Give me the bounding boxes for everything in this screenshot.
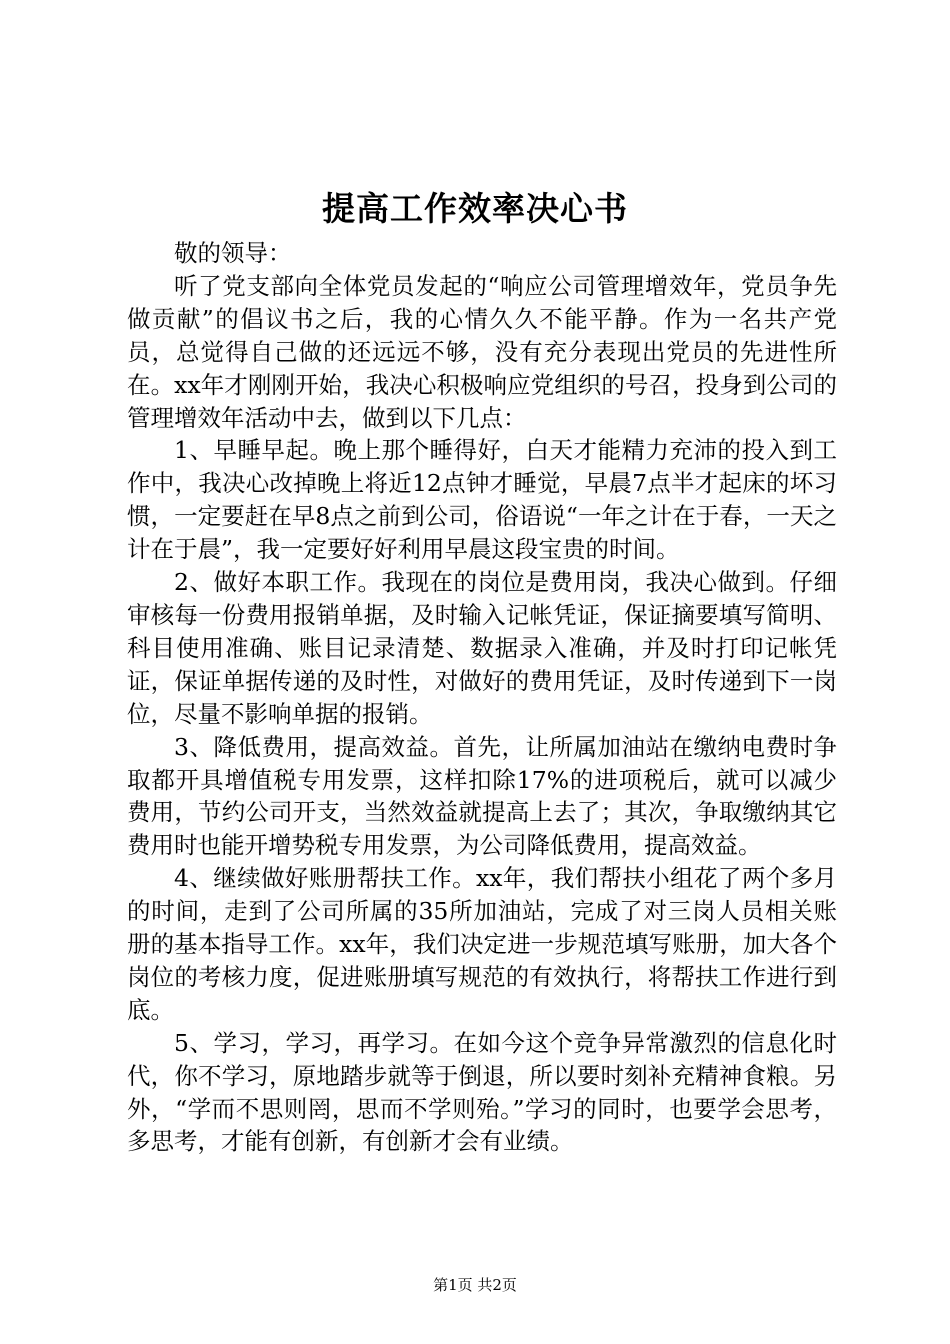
paragraph-item-2: 2、做好本职工作。我现在的岗位是费用岗，我决心做到。仔细审核每一份费用报销单据，及时输入记帐凭证，保证摘要填写简明、科目使用准确、账目记录清楚、数据录入准确，并及时打印记帐凭证，保证单据传递的及时性，对做好的费用凭证，及时传递到下一岗位，尽量不影响单据的报销。 <box>127 568 837 728</box>
page-number-footer: 第1页 共2页 <box>433 1276 517 1294</box>
paragraph-intro: 听了党支部向全体党员发起的“响应公司管理增效年，党员争先做贡献”的倡议书之后，我的心情久久不能平静。作为一名共产党员，总觉得自己做的还远远不够，没有充分表现出党员的先进性所在。xx年才刚刚开始，我决心积极响应党组织的号召，投身到公司的管理增效年活动中去，做到以下几点： <box>127 271 837 432</box>
salutation: 敬的领导： <box>174 239 292 267</box>
paragraph-item-5: 5、学习，学习，再学习。在如今这个竞争异常激烈的信息化时代，你不学习，原地踏步就等于倒退，所以要时刻补充精神食粮。另外，“学而不思则罔，思而不学则殆。”学习的同时，也要学会思考，多思考，才能有创新，有创新才会有业绩。 <box>127 1028 837 1156</box>
paragraph-item-1: 1、早睡早起。晚上那个睡得好，白天才能精力充沛的投入到工作中，我决心改掉晚上将近12点钟才睡觉，早晨7点半才起床的坏习惯，一定要赶在早8点之前到公司，俗语说“一年之计在于春，一天之计在于晨”，我一定要好好利用早晨这段宝贵的时间。 <box>127 436 837 564</box>
document-body <box>127 237 837 1158</box>
paragraph-item-4: 4、继续做好账册帮扶工作。xx年，我们帮扶小组花了两个多月的时间，走到了公司所属的35所加油站，完成了对三岗人员相关账册的基本指导工作。xx年，我们决定进一步规范填写账册，加大各个岗位的考核力度，促进账册填写规范的有效执行，将帮扶工作进行到底。 <box>127 864 837 1024</box>
document-title: 提高工作效率决心书 <box>322 189 628 228</box>
paragraph-item-3: 3、降低费用，提高效益。首先，让所属加油站在缴纳电费时争取都开具增值税专用发票，这样扣除17%的进项税后，就可以减少费用，节约公司开支，当然效益就提高上去了；其次，争取缴纳其它费用时也能开增势税专用发票，为公司降低费用，提高效益。 <box>127 732 837 860</box>
